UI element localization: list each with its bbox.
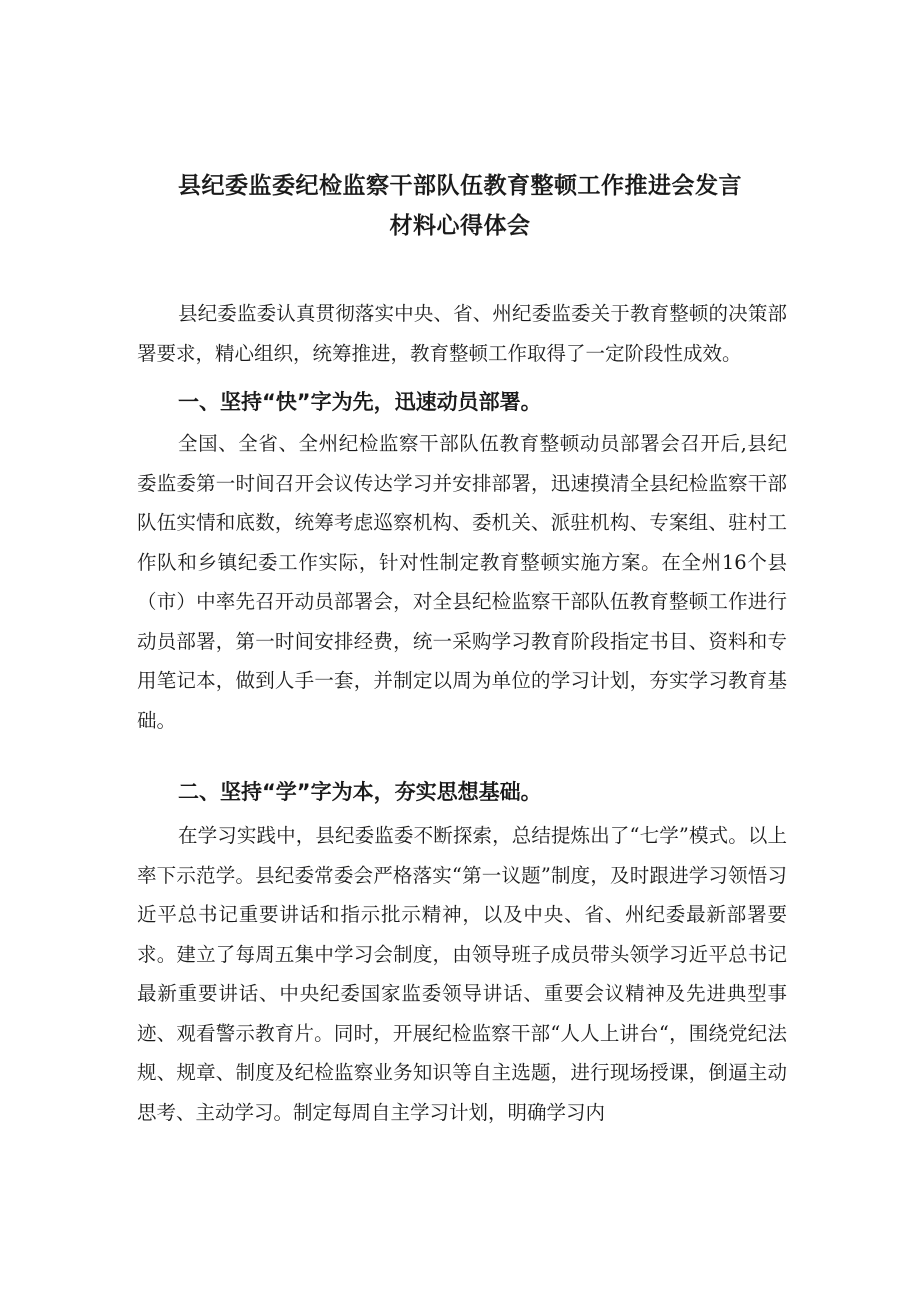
document-title-line-1: 县纪委监委纪检监察干部队伍教育整顿工作推进会发言 [178, 173, 742, 199]
intro-paragraph: 县纪委监委认真贯彻落实中央、省、州纪委监委关于教育整顿的决策部署要求，精心组织，统筹推进，教育整顿工作取得了一定阶段性成效。 [137, 302, 787, 365]
section-2-body: 在学习实践中，县纪委监委不断探索，总结提炼出了“七学”模式。以上率下示范学。县纪委常委会严格落实“第一议题”制度，及时跟进学习领悟习近平总书记重要讲话和指示批示精神，以及中央、省、州纪委最新部署要求。建立了每周五集中学习会制度，由领导班子成员带头领学习近平总书记最新重要讲话、中央纪委国家监委领导讲话、重要会议精神及先进典型事迹、观看警示教育片。同时，开展纪检监察干部“人人上讲台“，围绕党纪法规、规章、制度及纪检监察业务知识等自主选题，进行现场授课，倒逼主动思考、主动学习。制定每周自主学习计划，明确学习内 [137, 824, 787, 1124]
document-title-line-2: 材料心得体会 [389, 213, 531, 239]
section-1-body: 全国、全省、全州纪检监察干部队伍教育整顿动员部署会召开后,县纪委监委第一时间召开会议传达学习并安排部署，迅速摸清全县纪检监察干部队伍实情和底数，统筹考虑巡察机构、委机关、派驻机构、专案组、驻村工作队和乡镇纪委工作实际，针对性制定教育整顿实施方案。在全州16个县（市）中率先召开动员部署会，对全县纪检监察干部队伍教育整顿工作进行动员部署，第一时间安排经费，统一采购学习教育阶段指定书目、资料和专用笔记本，做到人手一套，并制定以周为单位的学习计划，夯实学习教育基础。 [137, 432, 787, 732]
section-1-heading: 一、坚持“快”字为先，迅速动员部署。 [178, 390, 542, 414]
section-2-heading: 二、坚持“学”字为本，夯实思想基础。 [178, 780, 542, 804]
